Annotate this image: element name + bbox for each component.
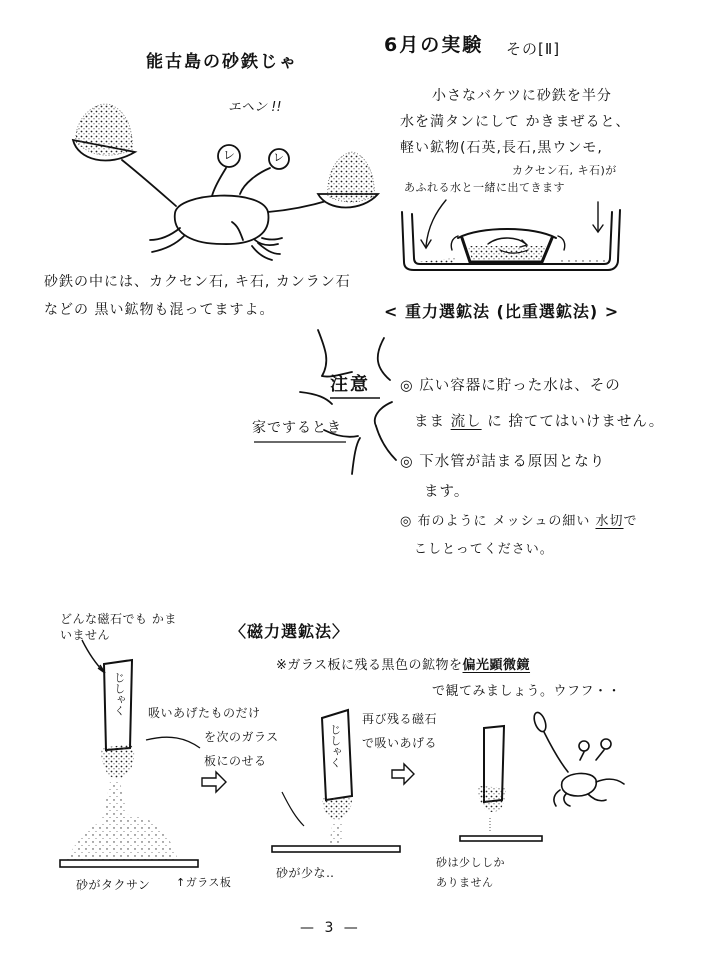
crab-eye-mark-right: レ: [273, 151, 284, 164]
microscope-line-2: で観てみましょう。ウフフ・・: [432, 684, 622, 699]
crab-eye-mark-left: レ: [223, 148, 236, 162]
intro-line-1: 小さなバケツに砂鉄を半分: [432, 88, 612, 104]
note-3-line-1: [400, 514, 638, 530]
note-1-text-b: に 捨ててはいけません。: [481, 414, 665, 430]
magnet-2-sand: [322, 798, 352, 820]
magnet-note: どんな磁石でも かまいません: [60, 612, 177, 642]
experiment-title: 6月の実験: [384, 34, 484, 56]
label-less-sand: 砂が少な‥: [276, 866, 335, 880]
magnet-2-label: じしゃく: [328, 724, 342, 768]
page-title: 能古島の砂鉄じゃ: [146, 52, 298, 72]
microscope-underlined: 偏光顕微鏡: [462, 658, 531, 673]
intro-line-4: カクセン石, キ石)が: [512, 164, 617, 177]
tray-sediment-right: [556, 258, 605, 263]
step2-line-1: 再び残る磁石: [362, 712, 438, 726]
label-little-sand-2: ありません: [436, 876, 494, 889]
sand-pile-left: [76, 104, 132, 155]
label-little-sand-1: 砂は少ししか: [436, 856, 505, 869]
magnet-1-sand: [101, 744, 134, 778]
note-3-line-2: こしとってください。: [414, 542, 554, 557]
label-glass-plate: ↑ガラス板: [176, 876, 232, 889]
sand-heap-1: [66, 815, 178, 860]
glass-plate-3: [460, 836, 542, 841]
glass-plate-1: [60, 860, 198, 867]
gravity-method-title: < 重力選鉱法 (比重選鉱法) >: [384, 302, 620, 321]
crab-speech: エヘン !!: [228, 100, 282, 115]
minerals-line-1: 砂鉄の中には、カクセン石, キ石, カンラン石: [44, 274, 351, 290]
step2-line-2: で吸いあげる: [362, 736, 438, 750]
arrow-step-1: [202, 772, 226, 792]
magnet-3-sand: [478, 786, 506, 812]
intro-line-5: あふれる水と一緒に出てきます: [404, 181, 565, 194]
falling-sand-2: [330, 822, 344, 844]
arrow-step-2: [392, 764, 414, 784]
experiment-part: その[Ⅱ]: [506, 40, 561, 58]
step1-step2-curve: [146, 737, 200, 748]
minerals-line-2: などの 黒い鉱物も混ってますよ。: [44, 302, 275, 318]
note-3-text-a: ◎ 布のように メッシュの細い: [400, 514, 596, 529]
caution-starburst: [300, 330, 396, 474]
note-1-line-1: ◎ 広い容器に貯った水は、その: [400, 378, 621, 394]
step2-sand-stroke: [282, 792, 304, 826]
note-2-line-1: ◎ 下水管が詰まる原因となり: [400, 454, 606, 470]
page-number: — 3 —: [300, 920, 361, 936]
label-much-sand: 砂がタクサン: [76, 878, 151, 892]
intro-line-2: 水を満タンにして かきまぜると、: [400, 114, 631, 130]
note-2-line-2: ます。: [424, 484, 470, 500]
note-3-underlined: 水切: [595, 514, 624, 529]
magnet-1-label: じしゃく: [112, 672, 126, 716]
magnetic-method-title: 〈磁力選鉱法〉: [230, 622, 350, 641]
intro-line-3: 軽い鉱物(石英,長石,黒ウンモ,: [400, 140, 603, 156]
note-1-underlined: 流し: [450, 414, 482, 430]
note-1-line-2: [414, 414, 664, 431]
sand-pile-right: [328, 152, 374, 202]
small-crab-drawing: [532, 711, 624, 806]
glass-plate-2: [272, 846, 400, 852]
note-3-text-b: で: [623, 514, 638, 529]
caution-label: 注意: [330, 374, 370, 395]
microscope-text-a: ※ガラス板に残る黒色の鉱物を: [276, 658, 463, 673]
step1-line-2: を次のガラス: [204, 730, 279, 744]
step1-line-3: 板にのせる: [204, 754, 267, 768]
bucket-sand: [468, 246, 546, 260]
microscope-line: [276, 658, 530, 674]
caution-subtitle: 家でするとき: [252, 420, 342, 436]
note-1-text-a: まま: [414, 414, 451, 430]
falling-sand-1: [102, 782, 128, 820]
tray-sediment: [418, 258, 455, 263]
step1-line-1: 吸いあげたものだけ: [148, 706, 261, 720]
